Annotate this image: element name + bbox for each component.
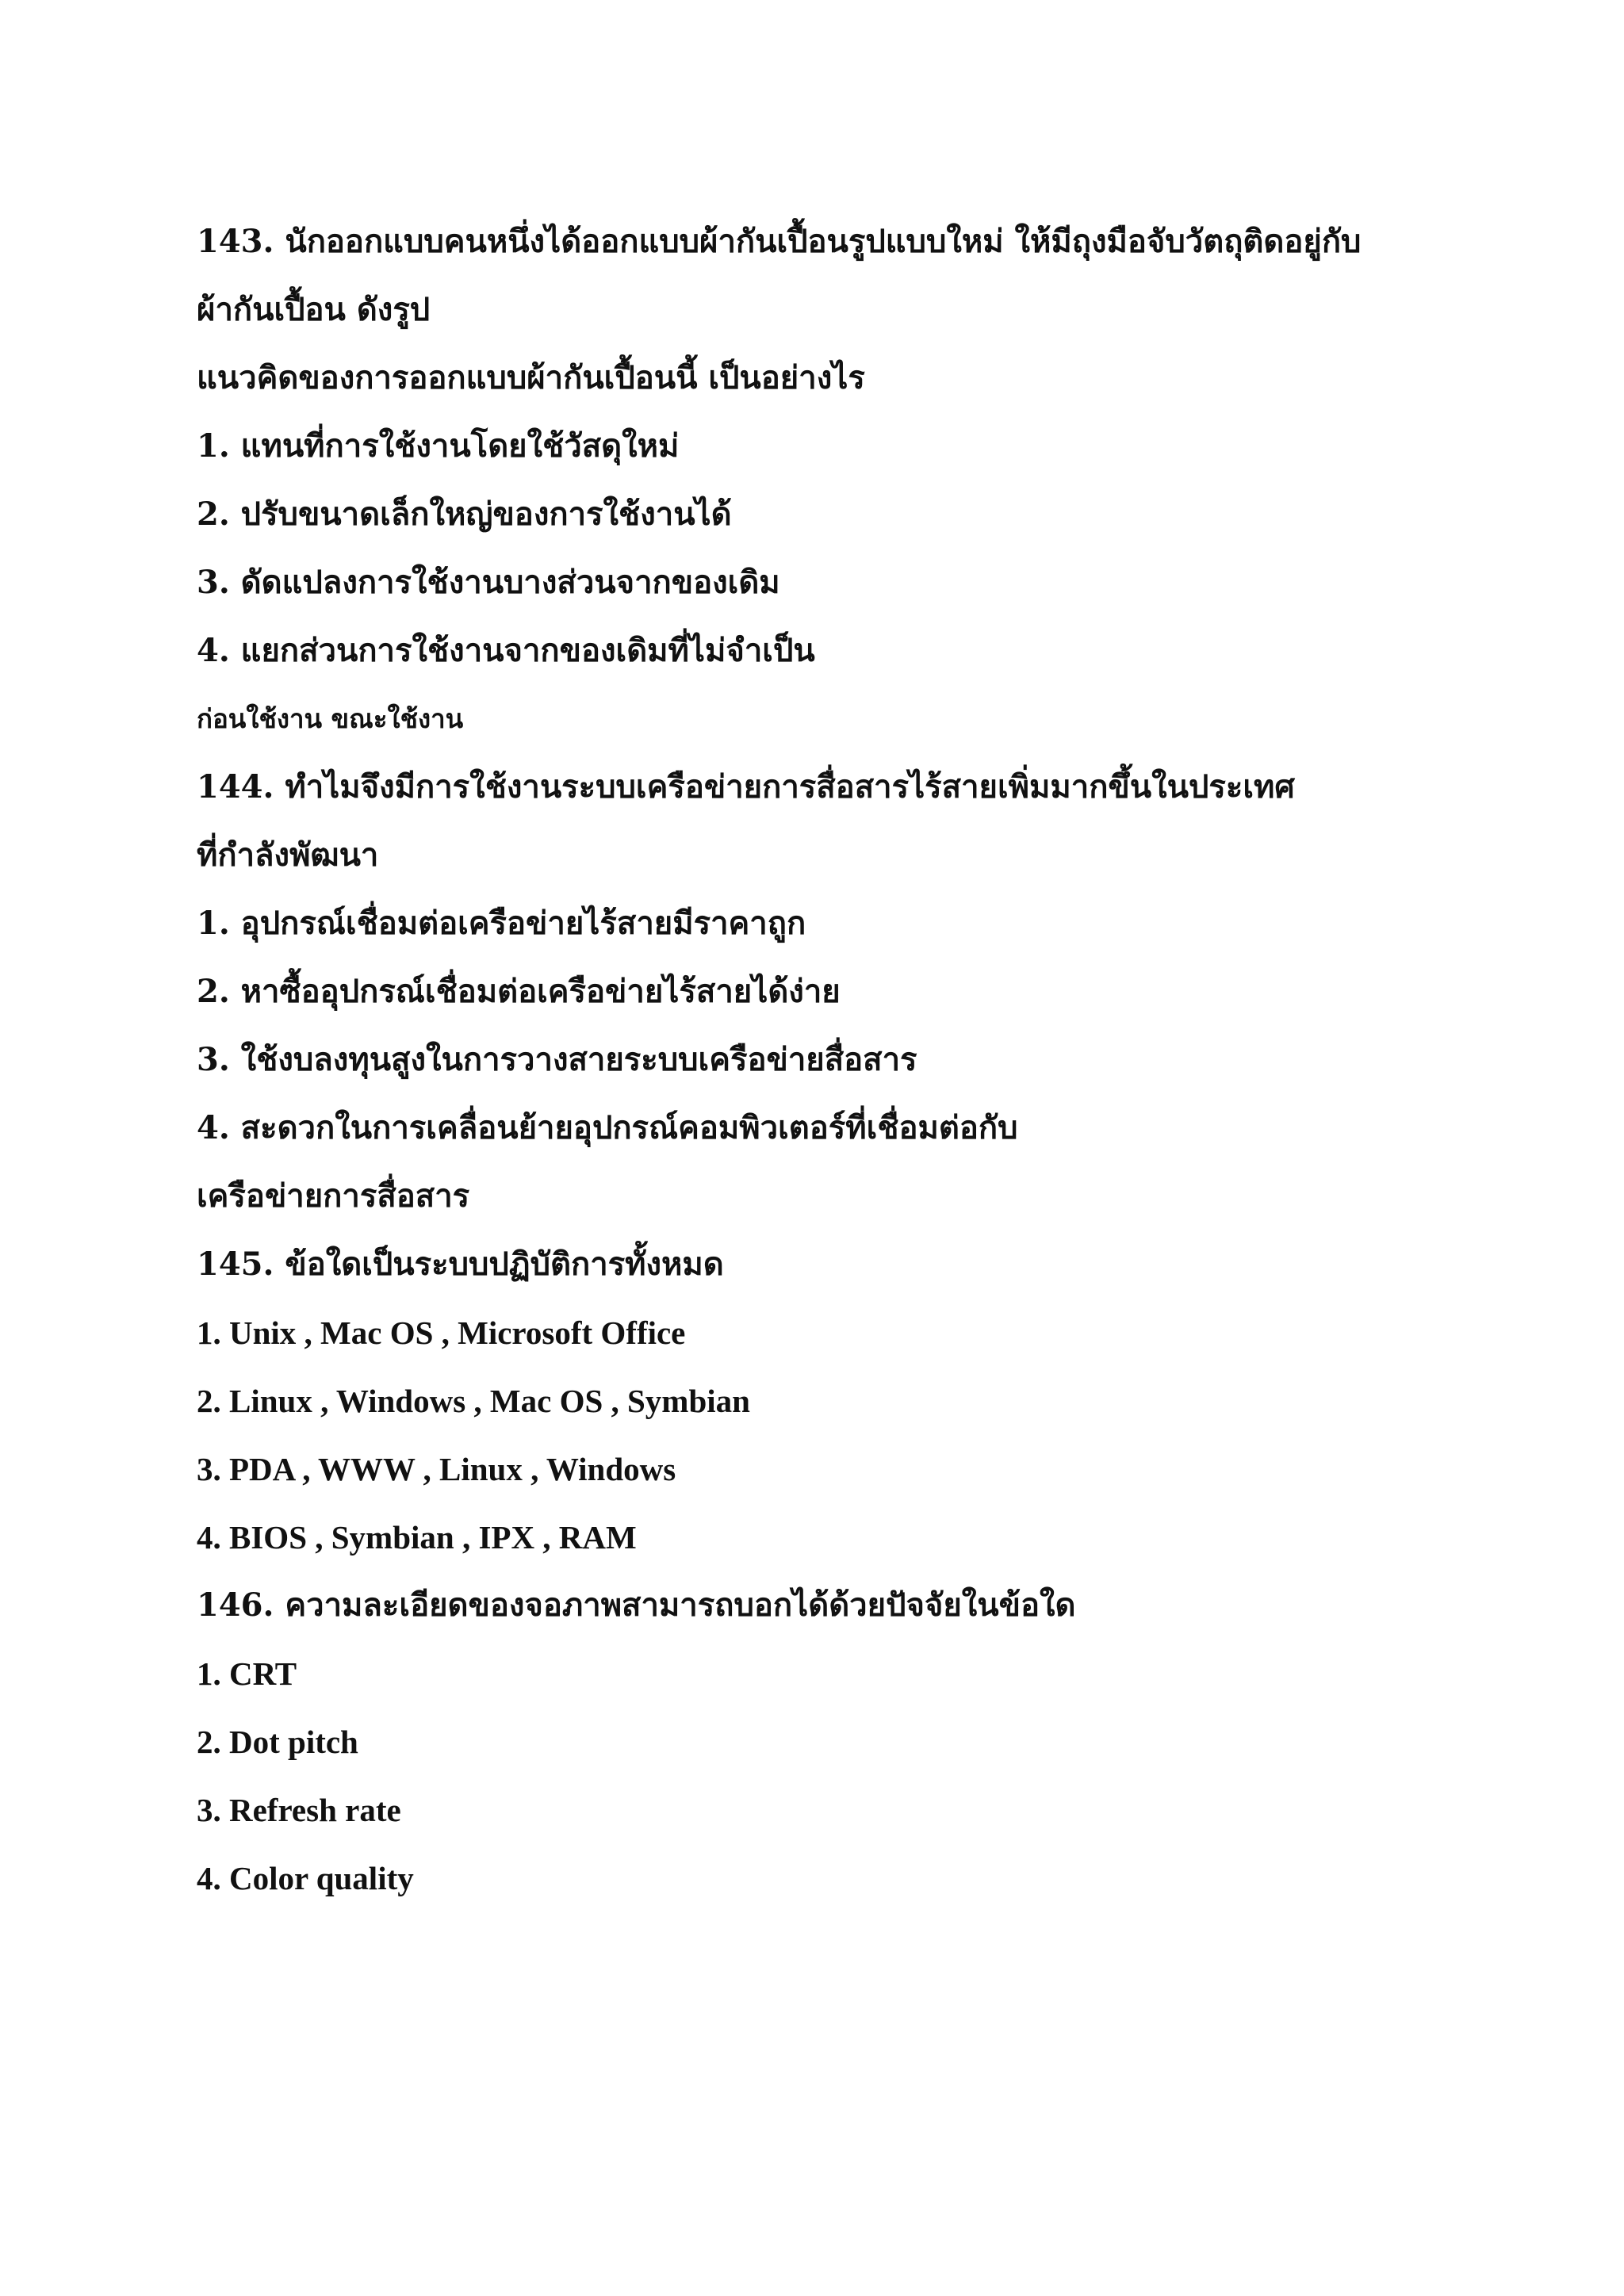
answer-option: 3. Refresh rate [197,1792,401,1828]
question-144 [197,753,1434,1230]
question-stem: 145. ข้อใดเป็นระบบปฏิบัติการทั้งหมด [197,1246,724,1283]
answer-option: 3. PDA , WWW , Linux , Windows [197,1451,676,1487]
answer-option: 1. แทนที่การใช้งานโดยใช้วัสดุใหม่ [197,427,680,465]
answer-option: 1. Unix , Mac OS , Microsoft Office [197,1314,686,1351]
question-146 [197,1571,1434,1912]
document-page [197,208,1434,1912]
question-143 [197,208,1434,753]
answer-option: 4. BIOS , Symbian , IPX , RAM [197,1519,637,1556]
question-stem: 143. นักออกแบบคนหนึ่งได้ออกแบบผ้ากันเปื้อนรูปแบบใหม่ ให้มีถุงมือจับวัตถุติดอยู่กับ [197,223,1362,260]
question-stem: ผ้ากันเปื้อน ดังรูป [197,291,431,328]
figure-caption: ก่อนใช้งาน ขณะใช้งาน [197,703,464,734]
answer-option: 2. Linux , Windows , Mac OS , Symbian [197,1383,750,1419]
answer-option: 4. Color quality [197,1860,414,1896]
answer-option: 3. ใช้งบลงทุนสูงในการวางสายระบบเครือข่ายสื่อสาร [197,1041,917,1078]
answer-option: 4. แยกส่วนการใช้งานจากของเดิมที่ไม่จำเป็น [197,632,815,669]
answer-option: 2. Dot pitch [197,1724,358,1760]
answer-option: 3. ดัดแปลงการใช้งานบางส่วนจากของเดิม [197,564,780,601]
question-stem: 146. ความละเอียดของจอภาพสามารถบอกได้ด้วยปัจจัยในข้อใด [197,1586,1076,1624]
question-145 [197,1230,1434,1571]
answer-option: 2. หาซื้ออุปกรณ์เชื่อมต่อเครือข่ายไร้สายได้ง่าย [197,973,841,1010]
answer-option: 1. อุปกรณ์เชื่อมต่อเครือข่ายไร้สายมีราคาถูก [197,905,806,942]
answer-option-continuation: เครือข่ายการสื่อสาร [197,1177,470,1215]
question-stem: 144. ทำไมจึงมีการใช้งานระบบเครือข่ายการสื่อสารไร้สายเพิ่มมากขึ้นในประเทศ [197,768,1295,806]
question-stem: แนวคิดของการออกแบบผ้ากันเปื้อนนี้ เป็นอย่างไร [197,359,865,396]
answer-option: 1. CRT [197,1655,297,1692]
question-stem: ที่กำลังพัฒนา [197,836,379,874]
answer-option: 2. ปรับขนาดเล็กใหญ่ของการใช้งานได้ [197,496,732,533]
answer-option: 4. สะดวกในการเคลื่อนย้ายอุปกรณ์คอมพิวเตอร์ที่เชื่อมต่อกับ [197,1109,1018,1146]
